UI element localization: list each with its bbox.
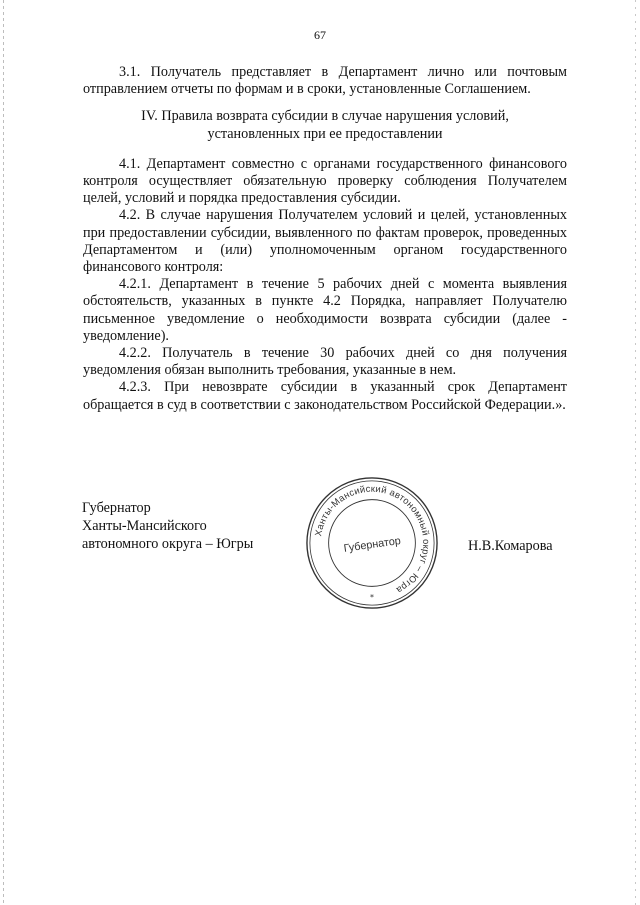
page-number: 67 [314, 28, 326, 42]
official-seal-stamp [303, 474, 441, 612]
signatory-title-line-3: автономного округа – Югры [82, 536, 254, 552]
scan-edge-left [3, 0, 4, 905]
seal-center-text: Губернатор [342, 534, 402, 555]
seal-ring-text: Ханты-Мансийский автономный округ – Югра [313, 483, 432, 596]
section-heading-line-1: IV. Правила возврата субсидии в случае нарушения условий, [141, 108, 509, 125]
signatory-title [82, 499, 253, 553]
signatory-title-line-2: Ханты-Мансийского [82, 518, 207, 534]
paragraph-4-2: 4.2. В случае нарушения Получателем условий и целей, установленных при предоставлении субсидии, выявленного по фактам проверок, проведенных Департаментом и (или) уполномоченным органом государственного финансового контроля: [83, 207, 567, 276]
paragraph-4-2-1: 4.2.1. Департамент в течение 5 рабочих дней с момента выявления обстоятельств, указанных в пункте 4.2 Порядка, направляет Получателю письменное уведомление о необходимости возврата субсидии (далее - уведомление). [83, 276, 567, 344]
paragraph-4-1: 4.1. Департамент совместно с органами государственного финансового контроля осуществляет обязательную проверку соблюдения Получателем целей, условий и порядка предоставления субсидии. [83, 155, 567, 207]
signatory-title-line-1: Губернатор [82, 500, 151, 516]
svg-text:*: * [370, 593, 374, 603]
section-heading-iv [83, 108, 567, 142]
paragraph-3-1: 3.1. Получатель представляет в Департамент лично или почтовым отправлением отчеты по формам и в сроки, установленные Соглашением. [83, 64, 567, 98]
paragraph-4-2-3: 4.2.3. При невозврате субсидии в указанный срок Департамент обращается в суд в соответствии с законодательством Российской Федерации.». [83, 379, 567, 413]
document-body [83, 64, 567, 414]
signatory-name: Н.В.Комарова [468, 538, 553, 554]
section-heading-line-2: установленных при ее предоставлении [207, 125, 443, 142]
paragraph-4-2-2: 4.2.2. Получатель в течение 30 рабочих дней со дня получения уведомления обязан выполнить требования, указанные в нем. [83, 345, 567, 379]
scan-edge-right [635, 0, 636, 905]
